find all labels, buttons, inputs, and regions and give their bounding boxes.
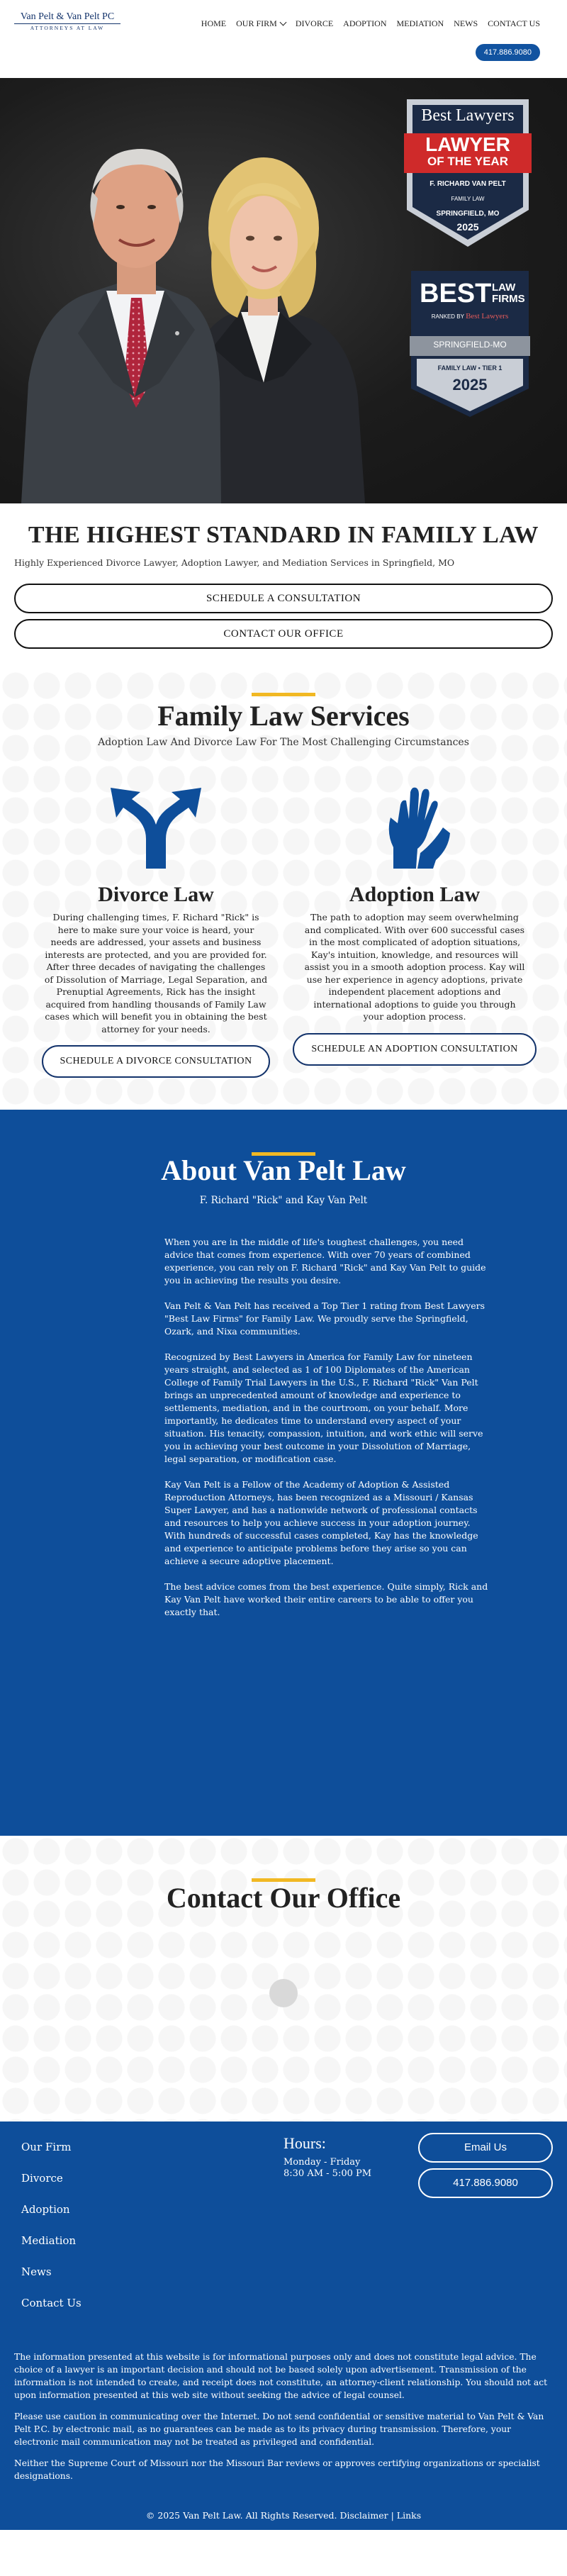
badge2-law: LAW (492, 281, 516, 294)
nav-divorce[interactable]: DIVORCE (295, 18, 334, 28)
footer-link-our-firm[interactable]: Our Firm (21, 2141, 72, 2153)
divorce-law-text: During challenging times, F. Richard "Rick" is here to make sure your voice is heard, your needs are addressed, your assets and business interests are protected, and you are provided for. After three decades of navigating the challenges of Dissolution of Marriage, Legal Separation, and Prenuptial Agreements, Rick has the insight acquired from handling thousands of Family Law cases which will benefit you in obtaining the best attorney for your needs. (44, 912, 268, 1035)
about-subtitle: F. Richard "Rick" and Kay Van Pelt (199, 1195, 368, 1206)
email-us-button[interactable]: Email Us (418, 2133, 553, 2163)
adoption-law-title: Adoption Law (349, 883, 481, 906)
nav-our-firm[interactable] (236, 18, 286, 29)
nav-contact-us[interactable]: CONTACT US (488, 18, 540, 28)
site-footer (0, 2121, 567, 2530)
nav-home[interactable]: HOME (201, 18, 227, 28)
site-logo[interactable] (14, 11, 120, 31)
badge1-year: 2025 (456, 221, 479, 233)
footer-nav (21, 2140, 82, 2327)
badge2-ranked-by: RANKED BY (431, 313, 464, 320)
badge2-year: 2025 (452, 376, 488, 394)
header-phone-button[interactable]: 417.886.9080 (476, 44, 540, 61)
divorce-law-title: Divorce Law (98, 883, 214, 906)
badge2-best: BEST (420, 279, 492, 308)
about-paragraph: When you are in the middle of life's toughest challenges, you need advice that comes from experience. With over 70 years of combined experience, you can rely on F. Richard "Rick" and Kay Van Pelt to guide you in achieving the results you desire. (164, 1237, 486, 1286)
hours-title: Hours: (284, 2134, 326, 2152)
logo-wordmark: Van Pelt & Van Pelt PC (20, 11, 115, 22)
badge1-ribbon-line2: OF THE YEAR (427, 155, 508, 168)
footer-link-mediation[interactable]: Mediation (21, 2234, 77, 2247)
footer-link-divorce[interactable]: Divorce (21, 2172, 63, 2185)
footer-link-contact-us[interactable]: Contact Us (21, 2297, 82, 2309)
services-subtitle: Adoption Law And Divorce Law For The Most Challenging Circumstances (98, 737, 469, 748)
site-header (0, 0, 567, 78)
main-nav (201, 18, 540, 29)
about-paragraph: Kay Van Pelt is a Fellow of the Academy of Adoption & Assisted Reproduction Attorneys, has been recognized as a Missouri / Kansas Super Lawyer, and has a nationwide network of professional contacts and resources to help you achieve success in your adoption journey. With hundreds of successful cases completed, Kay has the knowledge and experience to anticipate problems before they arise so you can achieve a secure adoptive placement. (164, 1479, 478, 1566)
about-title: About Van Pelt Law (161, 1154, 406, 1186)
legal-disclaimer (14, 2351, 553, 2491)
adoption-law-text: The path to adoption may seem overwhelming and complicated. With over 600 successful cases in the most complicated of adoption situations, Kay's intuition, knowledge, and resources will assist you in a smooth adoption process. Kay will use her experience in agency adoptions, private independent placement adoptions and international adoptions to guide you through your adoption process. (304, 912, 525, 1022)
schedule-divorce-consultation-button[interactable]: SCHEDULE A DIVORCE CONSULTATION (42, 1045, 271, 1078)
divorce-law-card (28, 784, 284, 1078)
disclaimer-paragraph: The information presented at this website is for informational purposes only and does not constitute legal advice. The choice of a lawyer is an important decision and should not be based solely upon advertisement. Transmission of the information is not intended to create, and receipt does not constitute, an attorney-client relationship. You should not act upon information presented at this web site without seeking the advice of legal counsel. (14, 2352, 548, 2400)
hours-days: Monday - Friday (284, 2157, 361, 2168)
section-accent-bar (252, 693, 315, 696)
about-paragraph: Van Pelt & Van Pelt has received a Top Tier 1 rating from Best Lawyers "Best Law Firms" for Family Law. We proudly serve the Springfield, Ozark, and Nixa communities. (164, 1300, 485, 1337)
copyright-text: © 2025 Van Pelt Law. All Rights Reserved. (145, 2510, 337, 2521)
services-title: Family Law Services (157, 700, 410, 732)
badge1-name: F. RICHARD VAN PELT (430, 180, 506, 188)
footer-link-news[interactable]: News (21, 2265, 52, 2278)
disclaimer-paragraph: Please use caution in communicating over the Internet. Do not send confidential or sensitive material to Van Pelt & Van Pelt P.C. by electronic mail, as no guarantees can be made as to its privacy during transmission. Therefore, your electronic mail communication may not be treated as privileged and confidential. (14, 2411, 544, 2447)
contact-title: Contact Our Office (166, 1882, 401, 1914)
headline-section (0, 503, 567, 649)
family-law-services-section (0, 670, 567, 1110)
badge2-ranked (410, 312, 530, 320)
contact-section (0, 1836, 567, 2121)
split-arrow-icon (106, 784, 206, 869)
helping-hands-icon (372, 784, 457, 869)
logo-tagline: ATTORNEYS AT LAW (30, 25, 105, 31)
about-body (164, 1236, 494, 1632)
badge2-firms: FIRMS (492, 293, 525, 305)
disclaimer-link[interactable]: Disclaimer (339, 2510, 388, 2521)
lawyer-of-the-year-badge (404, 96, 532, 250)
logo-rule (14, 23, 120, 24)
best-law-firms-badge (410, 269, 530, 418)
adoption-law-card (287, 784, 542, 1066)
schedule-adoption-consultation-button[interactable]: SCHEDULE AN ADOPTION CONSULTATION (293, 1033, 536, 1066)
hero-banner (0, 78, 567, 503)
about-paragraph: The best advice comes from the best experience. Quite simply, Rick and Kay Van Pelt have worked their entire careers to be able to offer you exactly that. (164, 1581, 488, 1617)
badge2-city: SPRINGFIELD-MO (433, 340, 507, 350)
schedule-consultation-button[interactable]: SCHEDULE A CONSULTATION (14, 584, 553, 613)
nav-news[interactable]: NEWS (454, 18, 478, 28)
about-paragraph: Recognized by Best Lawyers in America for Family Law for nineteen years straight, and selected as 1 of 100 Diplomates of the American College of Family Trial Lawyers in the U.S., F. Richard "Rick" Van Pelt brings an unprecedented amount of knowledge and experience to settlements, mediation, and in the courtroom, on your behalf. More importantly, he dedicates time to understand every aspect of your situation. His tenacity, compassion, intuition, and work ethic will serve you in achieving your best outcome in your Dissolution of Marriage, legal separation, or modification case. (164, 1351, 483, 1464)
nav-our-firm-label: OUR FIRM (236, 18, 277, 28)
hours-time: 8:30 AM - 5:00 PM (284, 2168, 372, 2179)
badge1-ribbon-line1: LAWYER (425, 133, 510, 155)
badge2-ranked-by-name: Best Lawyers (466, 312, 509, 320)
badge1-brand: Best Lawyers (421, 106, 515, 125)
link-separator: | (391, 2510, 394, 2521)
badge2-tier: FAMILY LAW • TIER 1 (437, 364, 503, 372)
page-subtitle: Highly Experienced Divorce Lawyer, Adoption Lawyer, and Mediation Services in Springfield, MO (14, 557, 455, 568)
office-hours (284, 2134, 371, 2180)
footer-link-adoption[interactable]: Adoption (21, 2203, 70, 2216)
about-section (0, 1110, 567, 1836)
links-link[interactable]: Links (396, 2510, 422, 2521)
nav-adoption[interactable]: ADOPTION (343, 18, 387, 28)
copyright-line (0, 2510, 567, 2521)
page-title: THE HIGHEST STANDARD IN FAMILY LAW (28, 522, 539, 548)
contact-office-button[interactable]: CONTACT OUR OFFICE (14, 619, 553, 649)
badge1-practice: FAMILY LAW (451, 196, 485, 202)
man-figure (21, 149, 221, 503)
nav-mediation[interactable]: MEDIATION (396, 18, 444, 28)
badge1-city: SPRINGFIELD, MO (436, 210, 500, 218)
chevron-down-icon (279, 19, 286, 26)
footer-phone-button[interactable]: 417.886.9080 (418, 2168, 553, 2198)
map-loading-spinner (269, 1979, 298, 2007)
disclaimer-paragraph: Neither the Supreme Court of Missouri nor the Missouri Bar reviews or approves certifying organizations or specialist designations. (14, 2458, 540, 2481)
